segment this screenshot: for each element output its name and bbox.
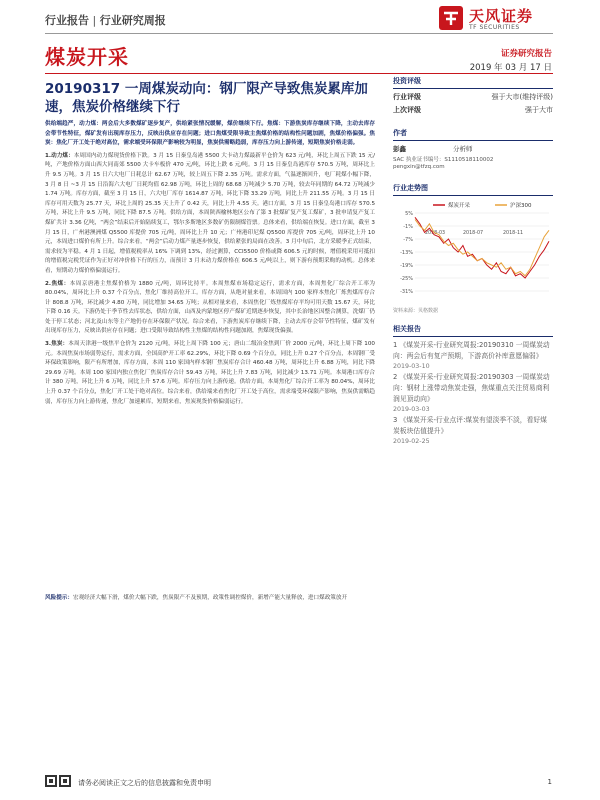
title-divider [45, 73, 553, 74]
analyst-email[interactable]: pengxin@tfzq.com [393, 164, 445, 170]
breadcrumb-weekly: 行业研究周报 [99, 14, 166, 27]
analyst-row [393, 144, 553, 155]
footer-qr-icon [45, 775, 73, 789]
risk-text: 宏观经济大幅下滑，煤价大幅下跌，焦炭限产不及预期，政策性调控煤价，新增产能大量释放，进口煤政策放开 [72, 595, 348, 601]
report-date: 2019 年 03 月 17 日 [469, 63, 552, 73]
section-thermal-coal [45, 152, 375, 277]
thermal-coal-text: 本周国内动力煤现货价格下跌。3 月 15 日秦皇岛港 5500 大卡动力煤最新平仓价为 623 元/吨，环比上周五下跌 15 元/吨，产地价格方面山西大同南郊 5500 大卡车板价 470 元/吨，环比上跌 6 元/吨。3 月 15 日秦皇岛港库存 570.5 万吨，周环比上升 9.5 万吨。3 月 15 日六大电厂日耗总计 62.67 万吨，较上周五下降 2.35 万吨。需求方面，气温逐渐回升，电厂耗煤小幅下降，3 月 8 日 ~3 月 15 日沿海六大电厂日耗均值 62.98 万吨，环比上周的 68.68 万吨减少 5.70 万吨，较去年同期的 64.72 万吨减少 1.74 万吨。库存方面，截至 3 月 15 日，六大电厂库存 1614.87 万吨，环比下降 33.29 万吨，同比上升 211.55 万吨。3 月 15 日库存可用天数为 25.77 天，环比上周的 25.35 天上升了 0.42 天，同比上升 4.55 天。港口方面，3 月 15 日秦皇岛港口库存 570.5 万吨，环比上升 9.5 万吨，同比下降 87.5 万吨。供给方面，本周陕西榆林地区公布了第 3 批煤矿复产复工煤矿，3 批申请复产复工煤矿共计 3.36 亿吨，“两会”结束后开始陆续复工，鄂尔多斯地区多数矿仍限制煤管票。总体来看，供给端在恢复。进口方面，截至 3 月 15 日，广州港澳洲煤 Q5500 库提价 705 元/吨，周环比上升 10 元；广州港印尼煤 Q5500 库提价 705 元/吨，周环比上升 10 元，本周进口煤价有所上升。综合来看，“两会”后动力煤产量逐步恢复，供给紧张的局面在改善。3 月中旬后，北方采暖季正式结束，需求较为平稳。4 月 1 日起，增值税税率从 16% 下调到 13%，经过测算，CCI5500 价格或降 606.5 元的时候，增值税采用可抵扣的增值税完税凭证作为正好对冲价格下行的压力，而预计 3 月末动力煤价格在 606.5 元/吨以上，则下游有预期采购的动机。总体来看，短期动力煤价格偏弱运行。 [45, 152, 375, 274]
page-number: 1 [547, 778, 552, 786]
analyst-role: 分析师 [453, 145, 473, 153]
logo-text-en: TF SECURITIES [469, 24, 520, 31]
rating-heading: 投资评级 [393, 76, 553, 89]
related-date-1: 2019-03-10 [393, 363, 430, 370]
series-line-1 [415, 220, 549, 276]
coking-coal-text: 本周京唐港主焦煤价格为 1880 元/吨，周环比持平。本周焦煤市场稳定运行，需求方面，本周焦化厂综合开工率为 80.04%，周环比上升 0.37 个百分点，焦化厂维持高位开工。库存方面，从绝对量来看，本周国内 100 家样本焦化厂炼焦煤库存合计 808.8 万吨，环比减少 4.80 万吨，同比增加 34.65 万吨；从相对量来看，本周焦化厂炼焦煤库存平均可用天数 15.67 天，环比下降 0.16 天。下游仍处于季节性去库状态，供给方面，山西及内蒙地区停产煤矿近期逐步恢复，其中长治地区因整合测算，洗煤厂仍处于停工状态；河北及山东等主产地仍存在环保限产状况。综合来看，下游焦炭库存继续下降，主动去库存会带节性特征，煤矿发有出现库存压力，反映出供应存在问题；进口受限导致结构性主焦煤的结构性问题加剧，焦煤现货偏强。 [45, 280, 375, 335]
coke-text: 本周天津港一级焦平仓价为 2120 元/吨，环比上周下降 100 元；唐山二级冶金焦到厂价 2000 元/吨，环比上周下降 100 元。本周焦炭市场弱势运行，需求方面，全国高炉开工率 62.29%，环比下降 0.69 个百分点，同比上升 0.27 个百分点，本周钢厂受环保政策影响，限产有所增加，库存方面，本周 110 家国内样本钢厂焦炭库存合计 460.48 万吨，周环比上升 6.88 万吨，同比下降 29.69 万吨。本周 100 家国内独立焦化厂焦炭库存合计 59.43 万吨，环比上升 7.83 万吨，同比减少 13.71 万吨。本周港口库存合计 380 万吨，环比上升 6 万吨，同比上升 57.6 万吨。库存压力向上游传递。供给方面，本周焦化厂综合开工率为 80.04%，周环比上升 0.37 个百分点，焦化厂开工处于绝对高位。综合来看，供给端来看焦化厂开工处于高位，需求端受环保限产影响，焦炭供需略趋弱，库存压力向上游传递，焦化厂加速累库，短期来看，焦炭现货价格偏弱运行。 [45, 341, 375, 405]
x-tick-label-0: 2018-03 [425, 231, 446, 236]
rating-value: 强于大市(维持评级) [491, 93, 553, 101]
related-date-2: 2019-03-03 [393, 406, 430, 413]
header-divider [45, 33, 553, 34]
y-tick-label-6: -31% [400, 289, 413, 295]
sidebar [393, 76, 553, 447]
coking-coal-heading: 2.焦煤： [45, 280, 70, 287]
y-tick-label-0: 5% [405, 211, 413, 217]
x-tick-label-1: 2018-07 [463, 231, 484, 236]
summary-body [45, 120, 375, 410]
y-tick-label-3: -13% [400, 250, 413, 256]
chart-heading: 行业走势图 [393, 183, 553, 196]
analyst-name: 彭鑫 [393, 145, 406, 153]
industry-trend-chart [393, 199, 553, 304]
related-report-3[interactable]: 3 《煤炭开采-行业点评:煤炭有望淡季不淡，看好煤炭板块估值提升》 [393, 416, 547, 435]
tf-securities-logo [437, 4, 557, 34]
prev-rating-label: 上次评级 [393, 106, 421, 114]
related-list [393, 340, 553, 445]
related-report-2[interactable]: 2 《煤炭开采-行业研究周报:20190303 一周煤炭动向：钢材上涨带动焦炭走强，焦煤重点关注贸易商利润见顶动向》 [393, 373, 550, 403]
summary-intro [45, 120, 375, 149]
series-line-0 [415, 217, 549, 278]
coke-heading: 3.焦炭： [45, 341, 69, 348]
analyst-cert: SAC 执业证书编号：S1110518110002 [393, 157, 494, 163]
y-tick-label-1: -1% [403, 224, 413, 230]
chart-source: 资料来源：贝格数据 [393, 308, 439, 314]
section-coke [45, 340, 375, 407]
author-heading: 作者 [393, 128, 553, 141]
trend-chart-svg [393, 199, 553, 304]
rating-label: 行业评级 [393, 93, 421, 101]
industry-title: 煤炭开采 [45, 45, 129, 69]
y-tick-label-2: -7% [403, 237, 413, 243]
article-title: 20190317 一周煤炭动向：钢厂限产导致焦炭累库加速，焦炭价格继续下行 [45, 81, 368, 115]
intro-text: 两会后大多数煤矿逐步复产，供给紧张情况缓解，煤价继续下行。焦煤：下游焦炭库存继续下降，主动去库存会带节性特征，煤矿发有出现库存压力，反映出供应存在问题；进口焦煤受限导致主焦煤价格的结构性问题加剧，焦煤价格偏强。焦炭：焦化厂开工处于绝对高位，需求端受环保限产影响较为明显，焦炭供需略趋弱，库存压力向上游传递，短期焦炭价格走弱。 [45, 121, 375, 147]
intro-lead: 供给端趋严，动力煤： [45, 121, 102, 127]
prev-rating-value: 强于大市 [525, 106, 553, 114]
rating-row-previous [393, 105, 553, 118]
risk-notice [45, 594, 375, 604]
rating-row-current [393, 92, 553, 105]
header-breadcrumb [45, 12, 166, 28]
legend-label-1: 沪深300 [510, 203, 532, 209]
logo-text-cn: 天风证券 [469, 7, 534, 25]
breadcrumb-separator: | [92, 14, 97, 27]
logo-mark-icon [437, 4, 465, 32]
y-tick-label-4: -19% [400, 263, 413, 269]
related-report-1[interactable]: 1 《煤炭开采-行业研究周报:20190310 一周煤炭动向：两会后有复产预期，下游高价补库意愿偏弱》 [393, 341, 550, 360]
thermal-coal-heading: 1.动力煤： [45, 152, 74, 159]
y-tick-label-5: -25% [400, 276, 413, 282]
legend-label-0: 煤炭开采 [448, 203, 471, 209]
section-coking-coal [45, 280, 375, 338]
report-type: 证券研究报告 [500, 49, 552, 59]
breadcrumb-industry-report: 行业报告 [45, 14, 89, 27]
related-heading: 相关报告 [393, 324, 553, 337]
related-date-3: 2019-02-25 [393, 438, 430, 445]
footer-disclaimer: 请务必阅读正文之后的信息披露和免责申明 [78, 779, 211, 787]
x-tick-label-2: 2018-11 [503, 231, 524, 236]
risk-heading: 风险提示： [45, 595, 73, 601]
